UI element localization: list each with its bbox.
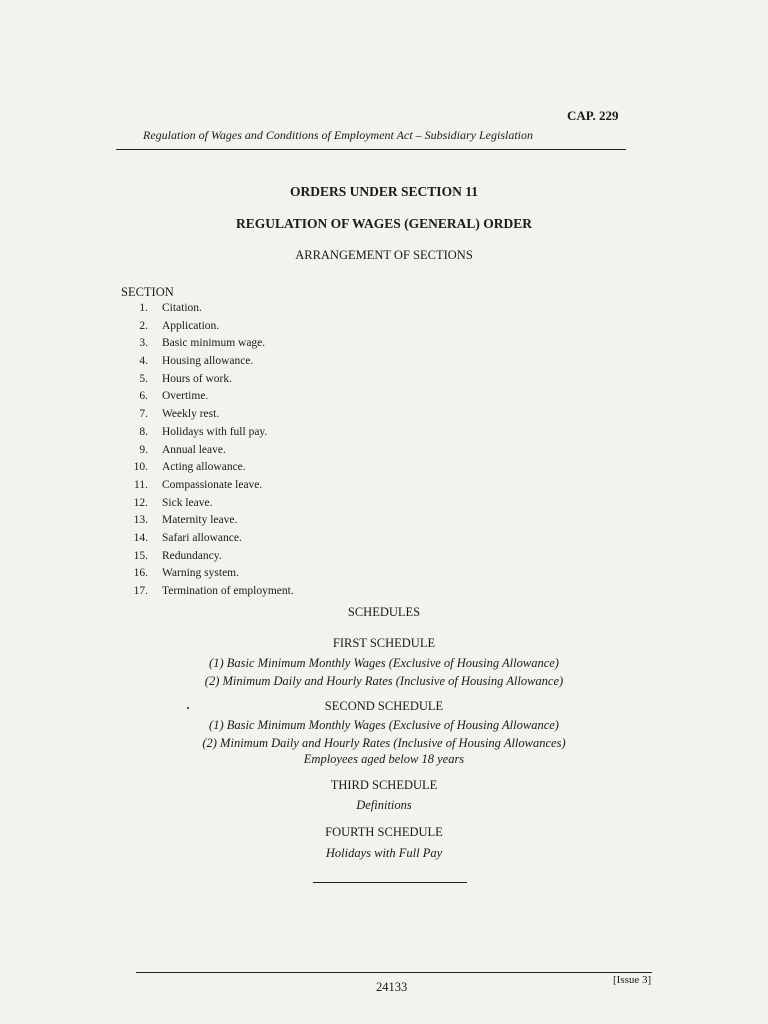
header-rule [116,149,626,150]
section-number: 8. [139,425,148,438]
third-schedule-title: THIRD SCHEDULE [330,778,438,792]
section-title: Basic minimum wage. [162,337,266,350]
end-rule [313,882,467,883]
list-item [120,497,420,515]
list-item [120,514,420,532]
section-title: Compassionate leave. [162,478,263,491]
fourth-schedule-title: FOURTH SCHEDULE [325,825,443,839]
list-item [120,302,420,320]
first-schedule-item: (2) Minimum Daily and Hourly Rates (Inclusive of Housing Allowance) [204,674,564,688]
list-item [120,320,420,338]
footer-rule [136,972,652,973]
arrangement-heading: ARRANGEMENT OF SECTIONS [295,248,473,262]
second-schedule-title: SECOND SCHEDULE [324,699,444,713]
section-title: Redundancy. [162,549,222,562]
section-number: 2. [139,319,148,332]
second-schedule-note: Employees aged below 18 years [303,752,465,766]
issue-label: [Issue 3] [613,974,652,986]
section-title: Annual leave. [162,443,226,456]
section-title: Citation. [162,302,202,314]
second-schedule-item: (1) Basic Minimum Monthly Wages (Exclusive of Housing Allowance) [209,718,559,732]
schedules-heading: SCHEDULES [347,605,421,619]
list-item [120,585,420,603]
section-number: 17. [133,585,148,597]
chapter-number: CAP. 229 [567,108,619,123]
section-title: Warning system. [162,567,240,580]
section-title: Overtime. [162,390,209,403]
list-item [120,550,420,568]
section-title: Safari allowance. [162,531,242,544]
section-title: Application. [162,319,220,332]
section-title: Acting allowance. [162,461,246,474]
list-item [120,426,420,444]
first-schedule-title: FIRST SCHEDULE [332,636,436,650]
section-number: 14. [133,531,148,544]
section-number: 15. [133,549,148,562]
section-label: SECTION [121,285,174,299]
list-item [120,337,420,355]
section-number: 10. [133,461,148,474]
section-title: Weekly rest. [162,408,220,421]
section-title: Hours of work. [162,372,232,385]
section-number: 9. [139,443,148,456]
order-title: REGULATION OF WAGES (GENERAL) ORDER [235,216,533,231]
list-item [120,444,420,462]
section-number: 16. [133,567,148,580]
list-item [120,355,420,373]
page-number: 24133 [376,980,408,994]
list-item [120,390,420,408]
section-number: 1. [139,302,148,314]
list-item [120,373,420,391]
section-title: Sick leave. [162,496,213,509]
list-item [120,567,420,585]
first-schedule-item: (1) Basic Minimum Monthly Wages (Exclusive of Housing Allowance) [209,656,559,670]
section-number: 7. [139,408,148,421]
list-item [120,532,420,550]
third-schedule-subtitle: Definitions [356,798,412,812]
section-number: 11. [134,478,148,491]
section-title: Termination of employment. [162,585,294,597]
section-number: 13. [133,514,148,527]
section-number: 12. [133,496,148,509]
section-title: Holidays with full pay. [162,425,268,438]
list-item [120,479,420,497]
section-title: Housing allowance. [162,355,254,368]
section-number: 4. [139,355,148,368]
sections-list [120,302,420,603]
section-title: Maternity leave. [162,514,238,527]
second-schedule-item: (2) Minimum Daily and Hourly Rates (Inclusive of Housing Allowances) [202,736,566,750]
section-number: 5. [139,372,148,385]
section-number: 6. [139,390,148,403]
list-item [120,461,420,479]
section-number: 3. [139,337,148,350]
running-title: Regulation of Wages and Conditions of Employment Act – Subsidiary Legislation [143,128,533,142]
list-item [120,408,420,426]
fourth-schedule-subtitle: Holidays with Full Pay [325,846,443,860]
orders-heading: ORDERS UNDER SECTION 11 [290,184,478,199]
